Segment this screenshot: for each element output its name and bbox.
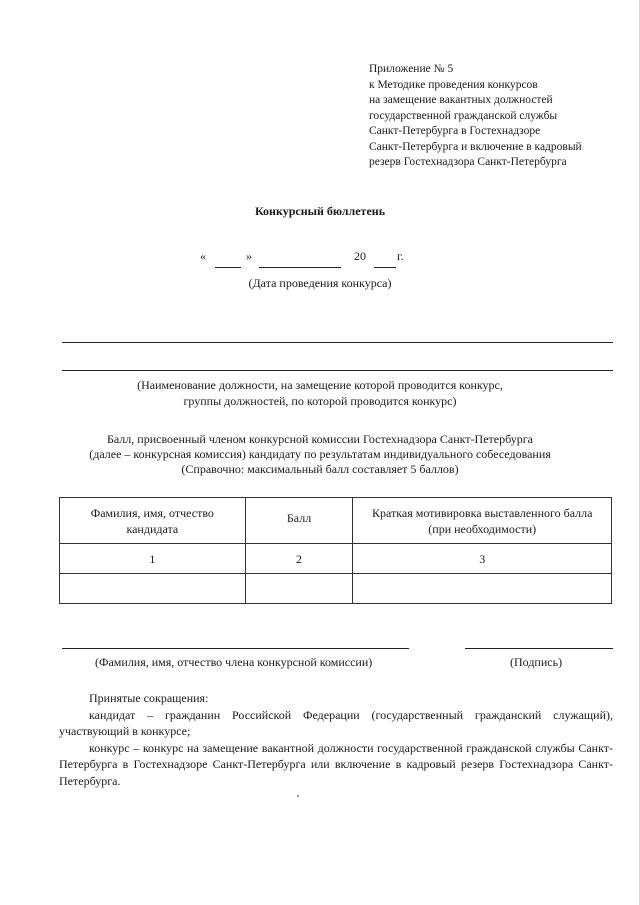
notes-heading: Принятые сокращения: [89, 691, 209, 705]
column-number: 3 [353, 544, 612, 574]
appendix-line: Санкт-Петербурга и включение в кадровый [369, 140, 582, 153]
column-number: 2 [245, 544, 353, 574]
appendix-header [369, 62, 639, 171]
scan-speck [297, 795, 299, 797]
appendix-line: Приложение № 5 [369, 63, 454, 75]
position-line-2 [62, 370, 613, 371]
notes-item-contest: конкурс – конкурс на замещение вакантной должности государственной гражданской службы Санкт-Петербурга в Гостехнадзоре Санкт-Петербурга или включение в кадровый резерв Гостехнадзора Санкт-Петербурга. [59, 740, 613, 788]
motivation-cell[interactable] [353, 574, 612, 604]
header-score: Балл [245, 498, 353, 544]
score-table [59, 497, 612, 604]
column-number: 1 [60, 544, 246, 574]
position-caption-2: группы должностей, по которой проводится конкурс) [183, 394, 457, 408]
month-underline [259, 267, 341, 268]
appendix-line: на замещение вакантных должностей [369, 94, 553, 106]
header-candidate-name: Фамилия, имя, отчество кандидата [60, 498, 246, 544]
date-caption: (Дата проведения конкурса) [248, 276, 392, 290]
header-motivation: Краткая мотивировка выставленного балла (при необходимости) [353, 498, 612, 544]
day-underline [215, 267, 241, 268]
score-text-line-3: (Справочно: максимальный балл составляет 5 баллов) [181, 462, 459, 476]
appendix-line: Санкт-Петербурга в Гостехнадзоре [369, 125, 541, 137]
date-close-quote: » [246, 249, 252, 263]
appendix-line: резерв Гостехнадзора Санкт-Петербурга [369, 156, 567, 168]
position-line-1 [62, 342, 613, 343]
score-cell[interactable] [245, 574, 353, 604]
notes-item-candidate: кандидат – гражданин Российской Федерации (государственный гражданский служащий), участвующий в конкурсе; [59, 707, 613, 738]
appendix-line: к Методике проведения конкурсов [369, 78, 538, 91]
position-caption-1: (Наименование должности, на замещение которой проводится конкурс, [137, 378, 503, 392]
member-name-caption: (Фамилия, имя, отчество члена конкурсной комиссии) [95, 655, 373, 669]
appendix-line: государственной гражданской службы [369, 109, 558, 122]
date-year-prefix: 20 [354, 249, 366, 263]
signature-caption: (Подпись) [510, 655, 563, 669]
year-underline [374, 267, 396, 268]
date-year-suffix: г. [397, 249, 404, 263]
score-text-line-1: Балл, присвоенный членом конкурсной комиссии Гостехнадзора Санкт-Петербурга [106, 432, 533, 446]
table-header-row [60, 498, 612, 544]
table-number-row [60, 544, 612, 574]
signature-line [465, 648, 613, 649]
abbreviations-notes [59, 690, 613, 789]
date-open-quote: « [200, 249, 206, 263]
candidate-name-cell[interactable] [60, 574, 246, 604]
document-title: Конкурсный бюллетень [254, 204, 386, 218]
member-name-line [62, 648, 409, 649]
table-row [60, 574, 612, 604]
score-text-line-2: (далее – конкурсная комиссия) кандидату по результатам индивидуального собеседования [89, 447, 551, 461]
